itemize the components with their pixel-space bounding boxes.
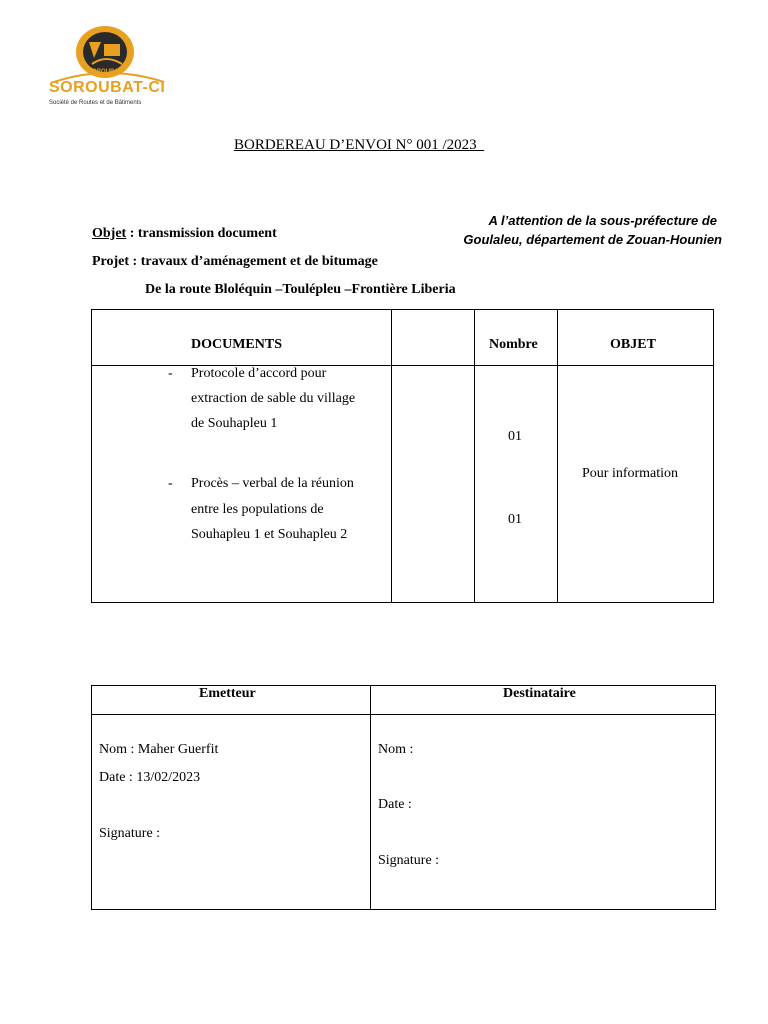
logo-tagline: Société de Routes et de Bâtiments: [49, 100, 142, 106]
header-nombre: Nombre: [489, 337, 538, 352]
objet-value-cell: Pour information: [582, 466, 679, 481]
objet-label: Objet: [92, 226, 127, 241]
header-documents: DOCUMENTS: [191, 337, 283, 352]
projet-line: Projet : travaux d’aménagement et de bitumage: [92, 254, 378, 269]
item-1-line-3: de Souhapleu 1: [191, 416, 278, 431]
destinataire-date: Date :: [378, 797, 412, 812]
item-2-line-2: entre les populations de: [191, 502, 324, 517]
item-1-line-1: Protocole d’accord pour: [191, 366, 327, 381]
item-1-count: 01: [508, 429, 522, 444]
logo-brand: SOROUBAT-CI: [49, 79, 166, 96]
company-logo: [46, 24, 170, 116]
attention-line-2: Goulaleu, département de Zouan-Hounien: [463, 232, 722, 247]
objet-line: [92, 226, 277, 242]
item-1-line-2: extraction de sable du village: [191, 391, 356, 406]
header-emetteur: Emetteur: [199, 686, 256, 701]
item-2-bullet: -: [168, 476, 173, 491]
item-2-line-1: Procès – verbal de la réunion: [191, 476, 354, 491]
emblem-text: SOROUBAT: [88, 69, 122, 75]
emetteur-signature: Signature :: [99, 826, 161, 841]
destinataire-signature: Signature :: [378, 853, 440, 868]
objet-value: transmission document: [137, 226, 277, 241]
item-2-line-3: Souhapleu 1 et Souhapleu 2: [191, 527, 348, 542]
page-title: BORDEREAU D’ENVOI N° 001 /2023: [234, 137, 477, 153]
header-destinataire: Destinataire: [503, 686, 576, 701]
destinataire-nom: Nom :: [378, 742, 414, 757]
header-objet: OBJET: [610, 337, 656, 352]
item-2-count: 01: [508, 512, 522, 527]
objet-separator: :: [126, 226, 138, 241]
attention-line-1: A l’attention de la sous-préfecture de: [488, 213, 717, 228]
projet-line-2: De la route Bloléquin –Toulépleu –Frontière Liberia: [145, 282, 456, 297]
emetteur-date: Date : 13/02/2023: [99, 770, 201, 785]
emetteur-nom: Nom : Maher Guerfit: [99, 742, 219, 757]
item-1-bullet: -: [168, 366, 173, 381]
